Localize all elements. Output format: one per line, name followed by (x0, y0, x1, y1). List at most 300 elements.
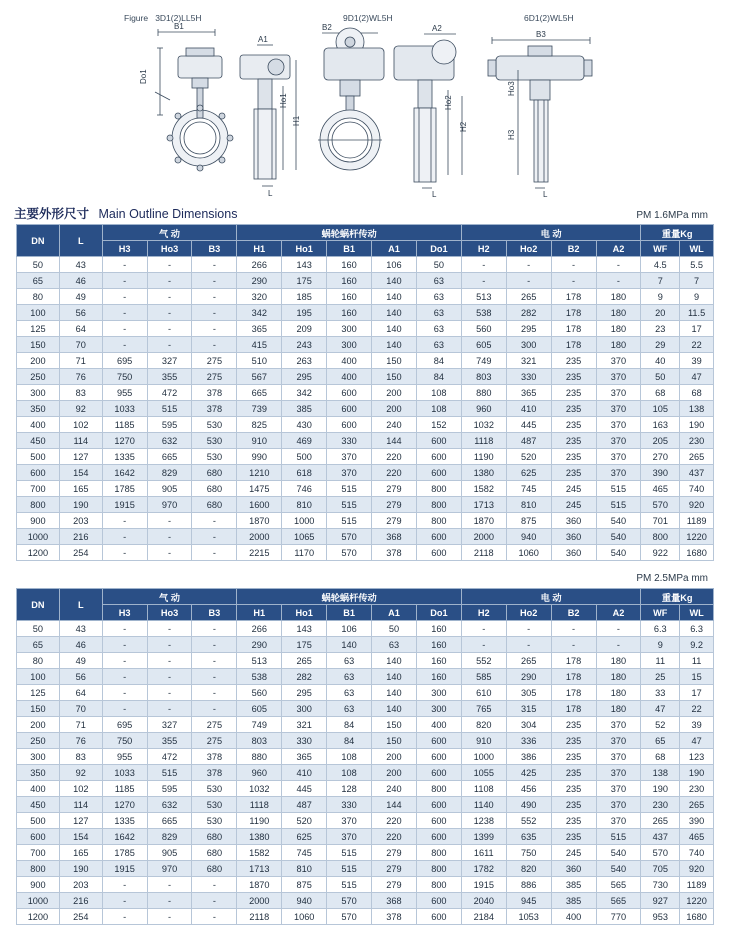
cell-dn: 65 (17, 273, 60, 289)
dim-a1: A1 (258, 35, 268, 44)
table-cell: 540 (596, 545, 641, 561)
table-cell: 400 (416, 717, 461, 733)
table-cell: 235 (551, 765, 596, 781)
table-cell: 1000 (461, 749, 506, 765)
table-cell: 1189 (680, 513, 714, 529)
table-cell: 235 (551, 749, 596, 765)
table-cell: 1582 (461, 481, 506, 497)
table-cell: 216 (59, 529, 102, 545)
table-cell: 140 (372, 653, 417, 669)
table-cell: 515 (596, 829, 641, 845)
header-col: H3 (102, 605, 147, 621)
table-cell: 105 (641, 401, 680, 417)
table-cell: 240 (372, 781, 417, 797)
table-cell: - (551, 273, 596, 289)
table-cell: 800 (416, 513, 461, 529)
table-cell: 40 (641, 353, 680, 369)
dim-h3: H3 (507, 129, 516, 140)
table-cell: 765 (461, 701, 506, 717)
header-col: A1 (372, 605, 417, 621)
table-cell: - (147, 621, 192, 637)
cell-dn: 400 (17, 417, 60, 433)
table-cell: - (102, 893, 147, 909)
table-cell: 530 (192, 417, 237, 433)
table-cell: 47 (641, 701, 680, 717)
header-col: Ho1 (282, 241, 327, 257)
table-cell: 180 (596, 321, 641, 337)
table-cell: 739 (237, 401, 282, 417)
cell-dn: 100 (17, 669, 60, 685)
cell-dn: 1000 (17, 529, 60, 545)
table-cell: 400 (551, 909, 596, 925)
table-cell: 178 (551, 685, 596, 701)
table-cell: 160 (327, 273, 372, 289)
table-cell: 11 (680, 653, 714, 669)
header-group: 气 动 (102, 225, 237, 241)
dim-h2: H2 (459, 121, 468, 132)
table-cell: 330 (327, 797, 372, 813)
table-cell: 279 (372, 513, 417, 529)
table-cell: 910 (237, 433, 282, 449)
table-cell: 180 (596, 685, 641, 701)
table-cell: 33 (641, 685, 680, 701)
table-cell: - (596, 273, 641, 289)
table-cell: 920 (680, 861, 714, 877)
header-col: H1 (237, 605, 282, 621)
table-cell: 472 (147, 385, 192, 401)
table-cell: 76 (59, 369, 102, 385)
title-en: Main Outline Dimensions (98, 207, 238, 221)
table-cell: 65 (641, 733, 680, 749)
title-cn: 主要外形尺寸 (14, 207, 90, 221)
table-cell: 370 (327, 449, 372, 465)
table-cell: 295 (506, 321, 551, 337)
table-cell: 605 (461, 337, 506, 353)
table-cell: 705 (641, 861, 680, 877)
table-cell: 83 (59, 385, 102, 401)
dimension-table-2-5mpa (16, 588, 714, 925)
table-cell: 108 (416, 401, 461, 417)
table-cell: 178 (551, 337, 596, 353)
table-cell: 140 (372, 337, 417, 353)
table-cell: 520 (506, 449, 551, 465)
table-cell: 1915 (461, 877, 506, 893)
table-cell: 2000 (237, 529, 282, 545)
table-cell: 235 (551, 433, 596, 449)
table-cell: 50 (416, 257, 461, 273)
table-cell: 265 (282, 653, 327, 669)
table-cell: 829 (147, 829, 192, 845)
table-cell: - (461, 273, 506, 289)
cell-dn: 1000 (17, 893, 60, 909)
table-cell: 750 (506, 845, 551, 861)
table-cell: 1611 (461, 845, 506, 861)
table-cell: 540 (596, 513, 641, 529)
table-cell: 275 (192, 369, 237, 385)
table-cell: 680 (192, 497, 237, 513)
table-cell: 365 (237, 321, 282, 337)
table-cell: 178 (551, 305, 596, 321)
table-cell: 2118 (461, 545, 506, 561)
header-col: WL (680, 605, 714, 621)
table-cell: 336 (506, 733, 551, 749)
table-cell: 570 (327, 909, 372, 925)
cell-dn: 900 (17, 877, 60, 893)
table-cell: 1140 (461, 797, 506, 813)
table-cell: 515 (327, 845, 372, 861)
table-cell: 955 (102, 749, 147, 765)
table-cell: 235 (551, 353, 596, 369)
table-cell: 84 (416, 353, 461, 369)
cell-dn: 100 (17, 305, 60, 321)
table-cell: - (192, 257, 237, 273)
table-cell: 920 (680, 497, 714, 513)
table-cell: 106 (327, 621, 372, 637)
table-cell: 456 (506, 781, 551, 797)
header-col: Ho2 (506, 605, 551, 621)
table-cell: 1785 (102, 481, 147, 497)
table-cell: 810 (506, 497, 551, 513)
table-cell: 1713 (461, 497, 506, 513)
table-cell: - (461, 621, 506, 637)
cell-dn: 450 (17, 797, 60, 813)
table-cell: 71 (59, 717, 102, 733)
cell-dn: 1200 (17, 545, 60, 561)
header-l: L (59, 589, 102, 621)
table-cell: 11 (641, 653, 680, 669)
table-cell: - (596, 637, 641, 653)
dim-h1: H1 (292, 115, 301, 126)
table-row (17, 653, 714, 669)
table-cell: - (102, 621, 147, 637)
table-cell: 114 (59, 433, 102, 449)
table-cell: 1108 (461, 781, 506, 797)
table-cell: 500 (282, 449, 327, 465)
table-cell: 1915 (102, 497, 147, 513)
table-cell: 235 (551, 733, 596, 749)
table-cell: 63 (416, 305, 461, 321)
table-cell: 400 (327, 353, 372, 369)
table-cell: 740 (680, 481, 714, 497)
table-cell: 565 (596, 893, 641, 909)
table-cell: 160 (416, 653, 461, 669)
table-cell: 370 (596, 401, 641, 417)
table-cell: 235 (551, 797, 596, 813)
table-cell: 600 (327, 385, 372, 401)
figure-caption-1: Figure 3D1(2)LL5H (124, 13, 202, 23)
table-cell: 927 (641, 893, 680, 909)
table-cell: 567 (237, 369, 282, 385)
table-cell: 342 (237, 305, 282, 321)
table-row (17, 401, 714, 417)
table-cell: 165 (59, 845, 102, 861)
table-cell: 4.5 (641, 257, 680, 273)
table-cell: 370 (596, 385, 641, 401)
table-cell: 2118 (237, 909, 282, 925)
table-cell: 1335 (102, 813, 147, 829)
table-cell: 180 (596, 289, 641, 305)
table-cell: 745 (506, 481, 551, 497)
header-col: Do1 (416, 605, 461, 621)
table-cell: 266 (237, 257, 282, 273)
table-cell: 180 (596, 305, 641, 321)
table-cell: 370 (596, 813, 641, 829)
table-cell: 200 (372, 401, 417, 417)
table-cell: 749 (237, 717, 282, 733)
table-cell: 960 (237, 765, 282, 781)
header-dn: DN (17, 589, 60, 621)
table-cell: 203 (59, 513, 102, 529)
table-cell: 370 (596, 417, 641, 433)
cell-dn: 200 (17, 717, 60, 733)
table-row (17, 369, 714, 385)
table-cell: 154 (59, 829, 102, 845)
header-dn: DN (17, 225, 60, 257)
table-cell: 1600 (237, 497, 282, 513)
table-cell: 370 (596, 749, 641, 765)
table-cell: 9 (680, 289, 714, 305)
table-cell: 235 (551, 465, 596, 481)
table-cell: 84 (327, 717, 372, 733)
table-cell: 178 (551, 669, 596, 685)
table-cell: 279 (372, 861, 417, 877)
table-cell: 1032 (461, 417, 506, 433)
header-group: 电 动 (461, 225, 641, 241)
table-cell: 47 (680, 369, 714, 385)
table-cell: 160 (416, 637, 461, 653)
table-cell: 235 (551, 813, 596, 829)
cell-dn: 400 (17, 781, 60, 797)
table-cell: 140 (372, 289, 417, 305)
table-cell: 360 (551, 513, 596, 529)
table-cell: 770 (596, 909, 641, 925)
table-cell: 880 (461, 385, 506, 401)
table-cell: 300 (282, 701, 327, 717)
table-cell: 70 (59, 701, 102, 717)
header-group: 重量Kg (641, 589, 714, 605)
table-cell: 200 (372, 385, 417, 401)
table-cell: 150 (372, 353, 417, 369)
table-cell: 56 (59, 305, 102, 321)
table-cell: 530 (192, 433, 237, 449)
table-cell: 230 (641, 797, 680, 813)
header-l: L (59, 225, 102, 257)
table-cell: 530 (192, 449, 237, 465)
valve-drawings-svg (0, 0, 730, 200)
table-cell: 143 (282, 621, 327, 637)
table-cell: 320 (237, 289, 282, 305)
table-cell: - (596, 621, 641, 637)
header-col: H2 (461, 605, 506, 621)
header-col: Ho3 (147, 605, 192, 621)
table-cell: 730 (641, 877, 680, 893)
table-cell: 102 (59, 781, 102, 797)
table-cell: 810 (282, 861, 327, 877)
dim-l-1: L (268, 189, 273, 198)
header-col: Ho3 (147, 241, 192, 257)
table-cell: - (192, 273, 237, 289)
table-cell: 800 (416, 497, 461, 513)
table-cell: 279 (372, 481, 417, 497)
table-cell: 370 (596, 369, 641, 385)
figure1-side-view (240, 45, 296, 186)
table-cell: 108 (327, 765, 372, 781)
table-cell: 68 (680, 385, 714, 401)
cell-dn: 600 (17, 465, 60, 481)
table-cell: 180 (596, 337, 641, 353)
table-cell: 1189 (680, 877, 714, 893)
table-cell: 750 (102, 369, 147, 385)
table-cell: - (192, 305, 237, 321)
table-cell: 140 (327, 637, 372, 653)
table-cell: 63 (416, 273, 461, 289)
table-cell: 50 (641, 369, 680, 385)
table-cell: 63 (372, 637, 417, 653)
table-cell: 360 (551, 545, 596, 561)
cell-dn: 800 (17, 861, 60, 877)
cell-dn: 65 (17, 637, 60, 653)
table-cell: 487 (506, 433, 551, 449)
table-cell: 465 (641, 481, 680, 497)
table-cell: 295 (282, 685, 327, 701)
table-cell: 370 (596, 765, 641, 781)
table-cell: 1582 (237, 845, 282, 861)
table-cell: 143 (282, 257, 327, 273)
table-cell: - (147, 337, 192, 353)
table-cell: 1032 (237, 781, 282, 797)
table-cell: 1065 (282, 529, 327, 545)
table-cell: 209 (282, 321, 327, 337)
table-cell: 515 (327, 877, 372, 893)
table-cell: 1060 (506, 545, 551, 561)
table-cell: 160 (416, 669, 461, 685)
table-cell: - (147, 289, 192, 305)
table-cell: 275 (192, 717, 237, 733)
table-cell: 955 (102, 385, 147, 401)
cell-dn: 150 (17, 701, 60, 717)
header-col: B3 (192, 241, 237, 257)
table-cell: - (192, 529, 237, 545)
table-cell: 1190 (461, 449, 506, 465)
table-cell: 150 (372, 369, 417, 385)
table-cell: 254 (59, 545, 102, 561)
table-cell: 515 (147, 401, 192, 417)
table-cell: 515 (327, 481, 372, 497)
table-cell: 1118 (237, 797, 282, 813)
table-cell: 216 (59, 893, 102, 909)
table-cell: 410 (506, 401, 551, 417)
table-cell: 370 (596, 781, 641, 797)
table-cell: 445 (282, 781, 327, 797)
table-cell: - (147, 257, 192, 273)
table-cell: 84 (327, 733, 372, 749)
table-cell: 378 (192, 749, 237, 765)
table-cell: - (192, 877, 237, 893)
table-cell: 138 (641, 765, 680, 781)
table-cell: 205 (641, 433, 680, 449)
section-title (14, 204, 237, 222)
table-cell: 165 (59, 481, 102, 497)
table-cell: - (506, 257, 551, 273)
table-cell: 282 (282, 669, 327, 685)
table-cell: 46 (59, 637, 102, 653)
table-cell: 144 (372, 433, 417, 449)
table-cell: - (147, 877, 192, 893)
table-cell: 680 (192, 829, 237, 845)
table-cell: 230 (680, 433, 714, 449)
table-row (17, 337, 714, 353)
table-cell: 540 (596, 845, 641, 861)
table-cell: - (102, 273, 147, 289)
table-cell: 230 (680, 781, 714, 797)
table-cell: - (102, 701, 147, 717)
table-cell: 1785 (102, 845, 147, 861)
table-cell: 1680 (680, 545, 714, 561)
table-cell: 190 (680, 765, 714, 781)
table-row (17, 733, 714, 749)
table-cell: - (147, 305, 192, 321)
table-cell: 11.5 (680, 305, 714, 321)
table-cell: 1033 (102, 765, 147, 781)
table-cell: 9.2 (680, 637, 714, 653)
cell-dn: 80 (17, 653, 60, 669)
table-cell: 2184 (461, 909, 506, 925)
table-cell: 220 (372, 449, 417, 465)
table-cell: 746 (282, 481, 327, 497)
header-col: B2 (551, 605, 596, 621)
table-cell: 63 (327, 669, 372, 685)
table-cell: 970 (147, 497, 192, 513)
table-cell: - (102, 529, 147, 545)
header-col: B1 (327, 605, 372, 621)
table-cell: - (147, 273, 192, 289)
cell-dn: 500 (17, 813, 60, 829)
table-cell: 940 (282, 893, 327, 909)
table-cell: 400 (327, 369, 372, 385)
table-cell: 43 (59, 621, 102, 637)
table-cell: 9 (641, 637, 680, 653)
table-cell: 178 (551, 321, 596, 337)
table-cell: - (192, 653, 237, 669)
table-cell: 6.3 (680, 621, 714, 637)
table-cell: 990 (237, 449, 282, 465)
table-cell: 600 (416, 829, 461, 845)
table-cell: 178 (551, 289, 596, 305)
table-cell: 370 (596, 465, 641, 481)
table-row (17, 637, 714, 653)
table-cell: 570 (327, 529, 372, 545)
table-cell: 39 (680, 353, 714, 369)
table-cell: 368 (372, 529, 417, 545)
table-cell: 625 (282, 829, 327, 845)
header-col: WF (641, 241, 680, 257)
table-cell: 803 (461, 369, 506, 385)
outline-drawings (0, 0, 730, 200)
table-cell: 154 (59, 465, 102, 481)
table-cell: 1270 (102, 433, 147, 449)
table-cell: 437 (680, 465, 714, 481)
table-cell: 600 (416, 465, 461, 481)
table-cell: - (102, 321, 147, 337)
table-cell: - (461, 637, 506, 653)
table-cell: 386 (506, 749, 551, 765)
table-cell: 749 (461, 353, 506, 369)
table-cell: 63 (416, 337, 461, 353)
table-cell: 1915 (102, 861, 147, 877)
table-row (17, 781, 714, 797)
table-cell: 6.3 (641, 621, 680, 637)
cell-dn: 125 (17, 321, 60, 337)
